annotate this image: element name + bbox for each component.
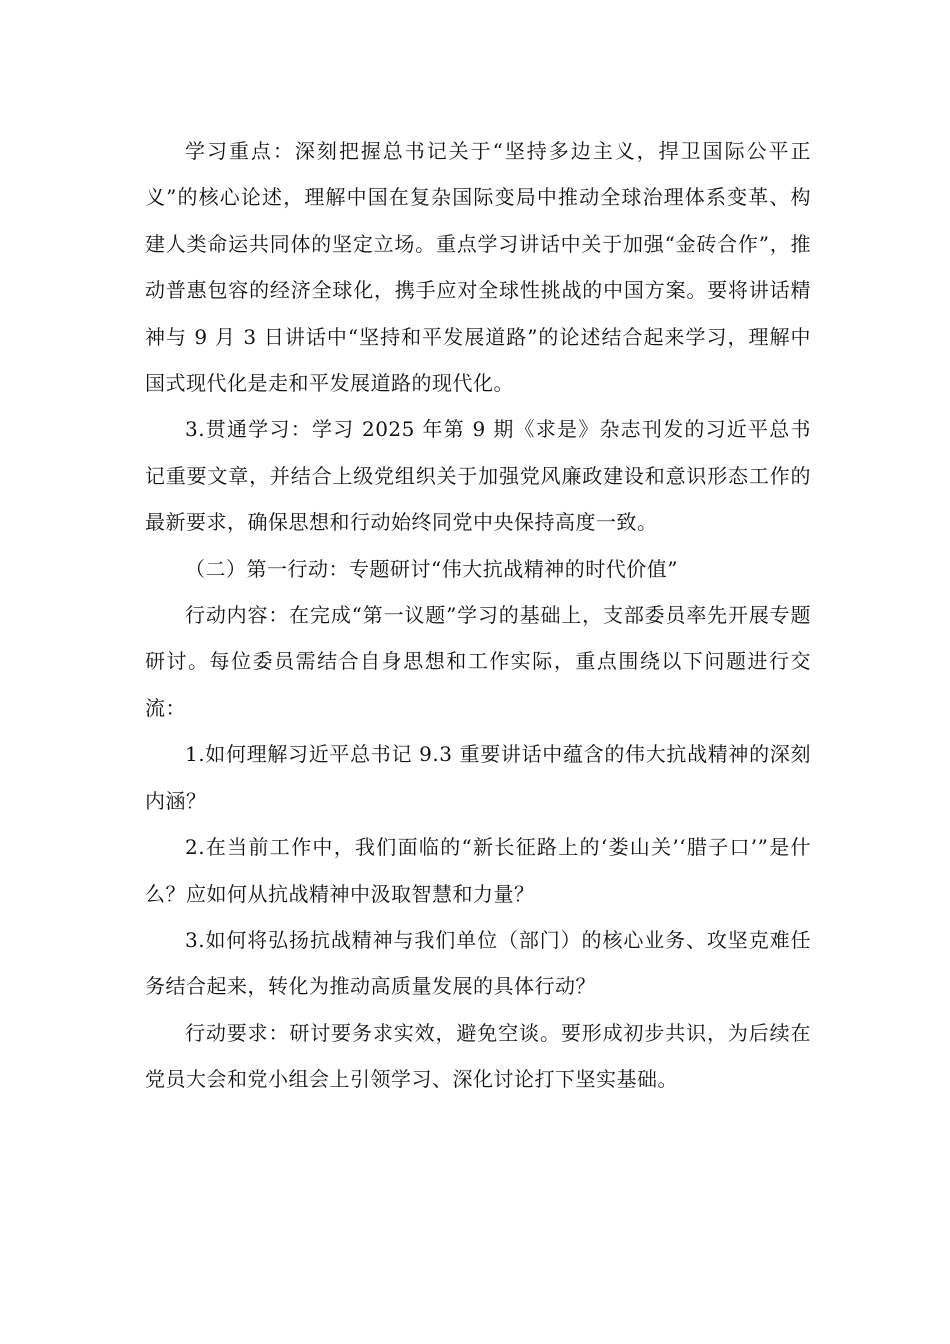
section-heading: （二）第一行动：专题研讨“伟大抗战精神的时代价值” [185, 556, 678, 581]
question-3: 3.如何将弘扬抗战精神与我们单位（部门）的核心业务、攻坚克难任务结合起来，转化为推动高质量发展的具体行动？ [145, 927, 811, 999]
paragraph-action-requirements: 行动要求：研讨要务求实效，避免空谈。要形成初步共识，为后续在党员大会和党小组会上引领学习、深化讨论打下坚实基础。 [145, 1020, 811, 1092]
paragraph-key-points: 学习重点：深刻把握总书记关于“坚持多边主义，捍卫国际公平正义”的核心论述，理解中国在复杂国际变局中推动全球治理体系变革、构建人类命运共同体的坚定立场。重点学习讲话中关于加强“金砖合作”，推动普惠包容的经济全球化，携手应对全球性挑战的中国方案。要将讲话精神与 9 月 3 日讲话中“坚持和平发展道路”的论述结合起来学习，理解中国式现代化是走和平发展道路的现代化。 [145, 139, 811, 396]
paragraph-action-content: 行动内容：在完成“第一议题”学习的基础上，支部委员率先开展专题研讨。每位委员需结合自身思想和工作实际，重点围绕以下问题进行交流： [145, 603, 811, 720]
question-2: 2.在当前工作中，我们面临的“新长征路上的‘娄山关’‘腊子口’”是什么？应如何从抗战精神中汲取智慧和力量？ [145, 835, 811, 906]
document-body [145, 128, 811, 1103]
question-1: 1.如何理解习近平总书记 9.3 重要讲话中蕴含的伟大抗战精神的深刻内涵？ [145, 742, 811, 813]
paragraph-integrated-study: 3.贯通学习：学习 2025 年第 9 期《求是》杂志刊发的习近平总书记重要文章，并结合上级党组织关于加强党风廉政建设和意识形态工作的最新要求，确保思想和行动始终同党中央保持高度一致。 [145, 417, 811, 535]
